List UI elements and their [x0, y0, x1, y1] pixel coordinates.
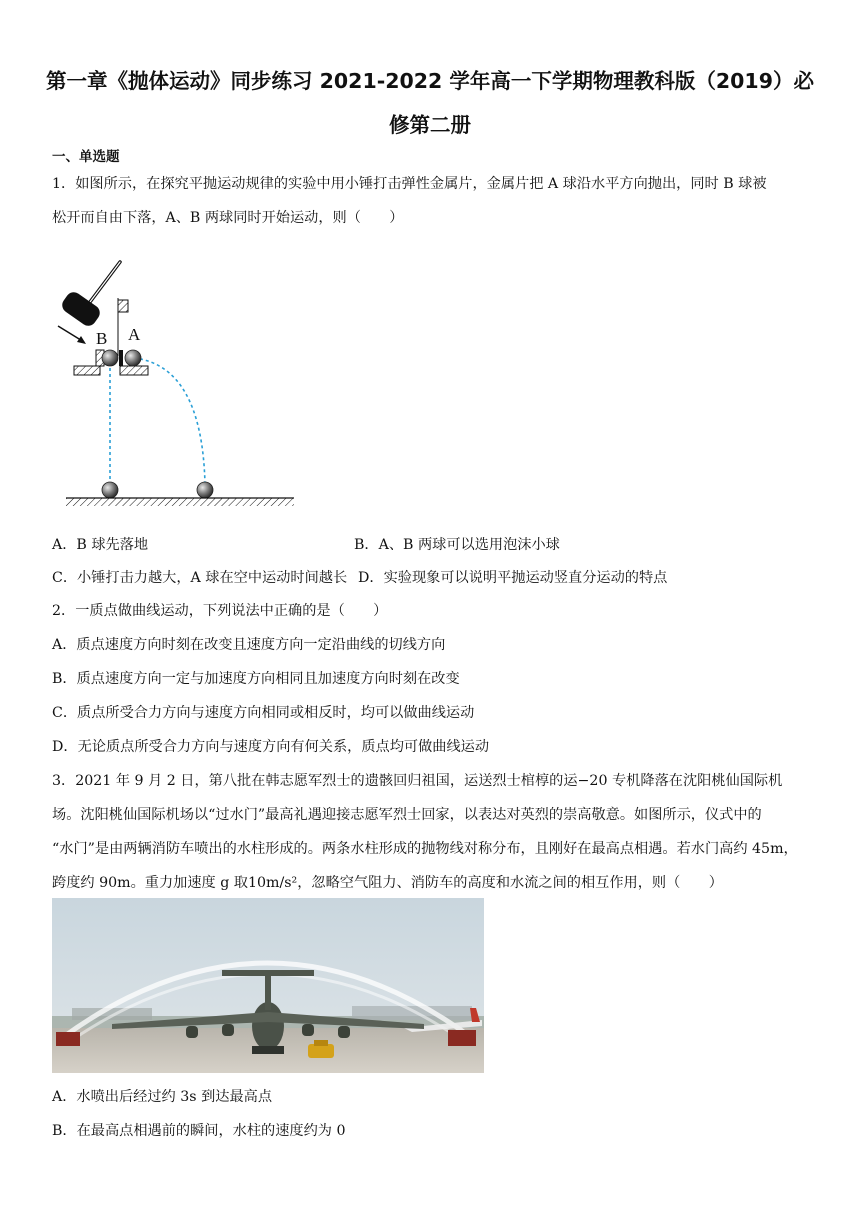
q1-option-d: D．实验现象可以说明平抛运动竖直分运动的特点 [358, 570, 668, 586]
q2-option-c: C．质点所受合力方向与速度方向相同或相反时，均可以做曲线运动 [52, 705, 475, 721]
q2-option-a: A．质点速度方向时刻在改变且速度方向一定沿曲线的切线方向 [52, 637, 446, 653]
q1-option-b: B．A、B 两球可以选用泡沫小球 [354, 537, 560, 553]
ball-a-landed [197, 482, 213, 498]
q3-stem-line1: 3．2021 年 9 月 2 日，第八批在韩志愿军烈士的遗骸回归祖国，运送烈士棺椁的运−20 专机降落在沈阳桃仙国际机 [52, 773, 783, 789]
q2-stem: 2．一质点做曲线运动，下列说法中正确的是（ ） [52, 603, 388, 619]
q1-option-c: C．小锤打击力越大，A 球在空中运动时间越长 [52, 570, 348, 586]
q3-stem-line2: 场。沈阳桃仙国际机场以“过水门”最高礼遇迎接志愿军烈士回家，以表达对英烈的崇高敬意。如图所示，仪式中的 [52, 807, 762, 823]
q3-stem-line3: “水门”是由两辆消防车喷出的水柱形成的。两条水柱形成的抛物线对称分布，且刚好在最高点相遇。若水门高约 45m， [52, 841, 798, 857]
q1-stem-line2: 松开而自由下落，A、B 两球同时开始运动，则（ ） [52, 210, 404, 226]
q1-option-a: A．B 球先落地 [52, 537, 149, 553]
ball-b-landed [102, 482, 118, 498]
q2-option-d: D．无论质点所受合力方向与速度方向有何关系，质点均可做曲线运动 [52, 739, 490, 755]
q1-figure [52, 258, 302, 516]
section-heading: 一、单选题 [52, 149, 120, 165]
label-b: B [96, 329, 108, 348]
flag [118, 300, 128, 312]
q3-stem-line4: 跨度约 90m。重力加速度 g 取10m/s²，忽略空气阻力、消防车的高度和水流之间的相互作用，则（ ） [52, 875, 723, 891]
ball-a-start [125, 350, 141, 366]
document-title-line2: 修第二册 [389, 113, 471, 137]
q2-option-b: B．质点速度方向一定与加速度方向相同且加速度方向时刻在改变 [52, 671, 460, 687]
document-title-line1: 第一章《抛体运动》同步练习 2021-2022 学年高一下学期物理教科版（2019）必 [46, 69, 814, 93]
label-a: A [128, 325, 141, 344]
q3-option-a: A．水喷出后经过约 3s 到达最高点 [52, 1089, 273, 1105]
water-salute-photo [52, 898, 484, 1073]
q3-option-b: B．在最高点相遇前的瞬间，水柱的速度约为 0 [52, 1123, 346, 1139]
a-trajectory [134, 358, 205, 484]
ball-b-start [102, 350, 118, 366]
q1-stem-line1: 1．如图所示，在探究平抛运动规律的实验中用小锤打击弹性金属片，金属片把 A 球沿水平方向抛出，同时 B 球被 [52, 176, 767, 192]
